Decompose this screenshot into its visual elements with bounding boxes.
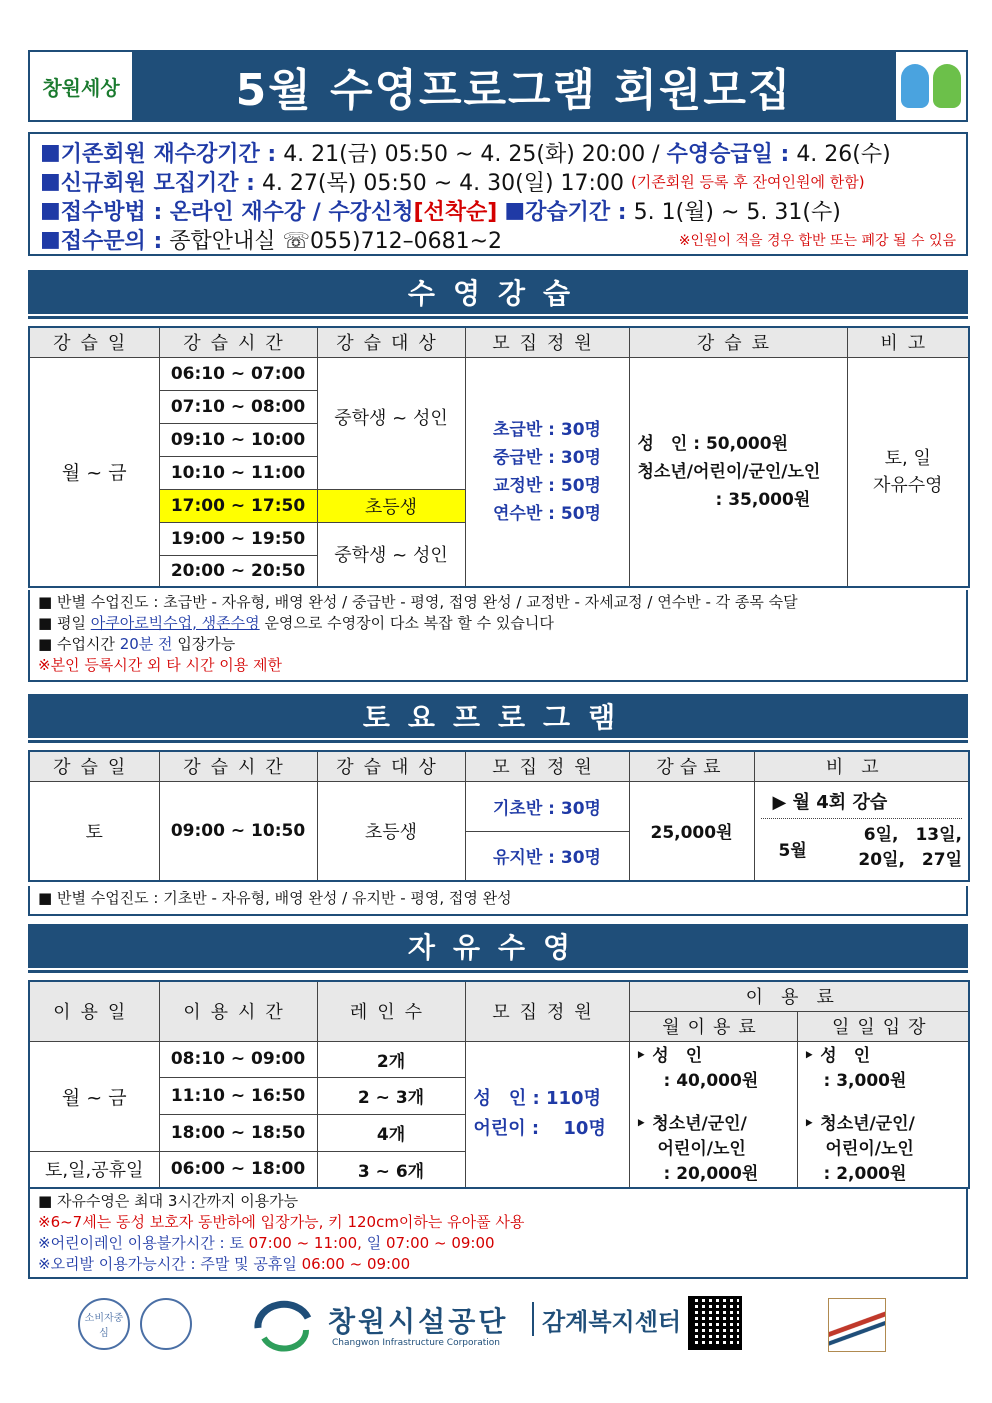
col-header: 강습료 [629,327,847,357]
lanes-cell: 4개 [317,1114,465,1151]
table-header-row [29,751,969,781]
section-bar-swim: 수영강습 [28,270,968,314]
page-title: 5월 수영프로그램 회원모집 [132,52,896,120]
remark-cell: ▶ 월 4회 강습 5월 6일, 13일, 20일, 27일 [754,781,969,881]
table-header-row [29,327,969,357]
col-header: 강습일 [29,327,159,357]
fee-cell: 성 인 : 50,000원 청소년/어린이/군인/노인 : 35,000원 [629,357,847,587]
capacity-cell: 유지반 : 30명 [465,831,629,881]
time-cell: 20:00 ~ 20:50 [159,555,317,587]
target-cell: 초등생 [317,781,465,881]
lanes-cell: 3 ~ 6개 [317,1151,465,1188]
table-row [29,357,969,390]
capacity-cell: 기초반 : 30명 [465,781,629,831]
square-bullet-icon: ■ [504,198,526,223]
logo-text: 창원세상 [42,75,120,100]
col-header: 모집정원 [465,751,629,781]
saturday-notes: ■ 반별 수업진도 : 기초반 - 자유형, 배영 완성 / 유지반 - 평영, 접영 완성 [28,886,968,916]
time-cell: 09:00 ~ 10:50 [159,781,317,881]
certificate-logo-icon [828,1298,886,1352]
table-row [29,781,969,831]
col-header: 강습일 [29,751,159,781]
day-cell: 토,일,공휴일 [29,1151,159,1188]
square-bullet-icon: ■ [40,198,61,223]
time-cell: 09:10 ~ 10:00 [159,423,317,456]
certification-badge-icon [140,1298,192,1350]
col-header: 이용시간 [159,981,317,1041]
header [28,50,968,122]
mascot-icon [896,52,966,120]
square-bullet-icon: ■ [40,227,61,252]
capacity-cell: 성 인 : 110명 어린이 : 10명 [465,1041,629,1188]
time-cell: 11:10 ~ 16:50 [159,1077,317,1114]
swim-notes: ■ 반별 수업진도 : 초급반 - 자유형, 배영 완성 / 중급반 - 평영, 접영 완성 / 교정반 - 자세교정 / 연수반 - 각 종목 숙달 ■ 평일 아쿠아로빅수업, 생존수영 운영으로 수영장이 다소 복잡 할 수 있습니다 ■ 수업시간 20분 전 입장가능 ※본인 등록시간 외 타 시간 이용 제한 [28,590,968,682]
info-line-new: ■ 신규회원 모집기간 : 4. 27(목) 05:50 ~ 4. 30(일) 17:00 (기존회원 등록 후 잔여인원에 한함) [40,169,865,196]
table-header-row [29,981,969,1011]
time-cell: 07:10 ~ 08:00 [159,390,317,423]
fee-cell: 25,000원 [629,781,754,881]
target-cell: 중학생 ~ 성인 [317,522,465,587]
target-cell: 초등생 [317,489,465,522]
center-name: 감계복지센터 [542,1308,682,1336]
col-header: 강습시간 [159,327,317,357]
info-line-contact: ■ 접수문의 : 종합안내실 ☏055)712–0681~2 ※인원이 적을 경우 합반 또는 폐강 될 수 있음 [40,227,956,254]
col-header: 레인수 [317,981,465,1041]
table-row [29,1041,969,1077]
divider [28,316,968,319]
square-bullet-icon: ■ [40,169,61,194]
logo [30,52,132,120]
col-header: 일일입장 [797,1011,969,1041]
time-cell: 06:00 ~ 18:00 [159,1151,317,1188]
corporation-logo-icon [250,1294,316,1354]
time-cell: 10:10 ~ 11:00 [159,456,317,489]
target-cell: 중학생 ~ 성인 [317,357,465,489]
lanes-cell: 2개 [317,1041,465,1077]
daily-fee-cell: ‣ 성 인 : 3,000원 ‣ 청소년/군인/ 어린이/노인 : 2,000원 [797,1041,969,1188]
org-name: 창원시설공단 [328,1305,509,1338]
info-line-rereg: ■ 기존회원 재수강기간 : 4. 21(금) 05:50 ~ 4. 25(화) 20:00 / 수영승급일 : 4. 26(수) [40,140,891,167]
info-box [28,132,968,256]
org-subtitle: Changwon Infrastructure Corporation [332,1338,500,1348]
divider [28,970,968,973]
col-header: 강습대상 [317,751,465,781]
lanes-cell: 2 ~ 3개 [317,1077,465,1114]
remark-cell: 토, 일 자유수영 [847,357,969,587]
col-header: 모집정원 [465,981,629,1041]
time-cell: 18:00 ~ 18:50 [159,1114,317,1151]
section-bar-saturday: 토요프로그램 [28,694,968,738]
time-cell: 06:10 ~ 07:00 [159,357,317,390]
info-line-method: ■ 접수방법 : 온라인 재수강 / 수강신청 [선착순] ■ 강습기간 : 5. 1(월) ~ 5. 31(수) [40,198,841,225]
free-table [28,980,970,1189]
day-cell: 토 [29,781,159,881]
time-cell: 17:00 ~ 17:50 [159,489,317,522]
mascot-blue-icon [901,64,929,108]
time-cell: 08:10 ~ 09:00 [159,1041,317,1077]
qr-code-icon[interactable] [688,1296,742,1350]
saturday-table [28,750,970,882]
monthly-fee-cell: ‣ 성 인 : 40,000원 ‣ 청소년/군인/ 어린이/노인 : 20,000원 [629,1041,797,1188]
time-cell: 19:00 ~ 19:50 [159,522,317,555]
mascot-green-icon [933,64,961,108]
day-cell: 월 ~ 금 [29,1041,159,1151]
col-header: 강습시간 [159,751,317,781]
col-header: 비고 [754,751,969,781]
col-header: 강습료 [629,751,754,781]
swim-table [28,326,970,588]
col-header: 이용료 [629,981,969,1011]
col-header: 강습대상 [317,327,465,357]
col-header: 모집정원 [465,327,629,357]
col-header: 월이용료 [629,1011,797,1041]
free-notes: ■ 자유수영은 최대 3시간까지 이용가능 ※6~7세는 동성 보호자 동반하에 입장가능, 키 120cm이하는 유아풀 사용 ※어린이레인 이용불가시간 : 토 07:00 ~ 11:00, 일 07:00 ~ 09:00 ※오리발 이용가능시간 : 주말 및 공휴일 06:00 ~ 09:00 [28,1189,968,1279]
divider [532,1302,534,1336]
consumer-badge-icon: 소비자중심 [78,1298,130,1350]
square-bullet-icon: ■ [40,140,61,165]
capacity-cell: 초급반 : 30명 중급반 : 30명 교정반 : 50명 연수반 : 50명 [465,357,629,587]
day-cell: 월 ~ 금 [29,357,159,587]
col-header: 이용일 [29,981,159,1041]
col-header: 비고 [847,327,969,357]
section-bar-free: 자유수영 [28,924,968,968]
divider [28,740,968,743]
footer [28,1290,968,1360]
